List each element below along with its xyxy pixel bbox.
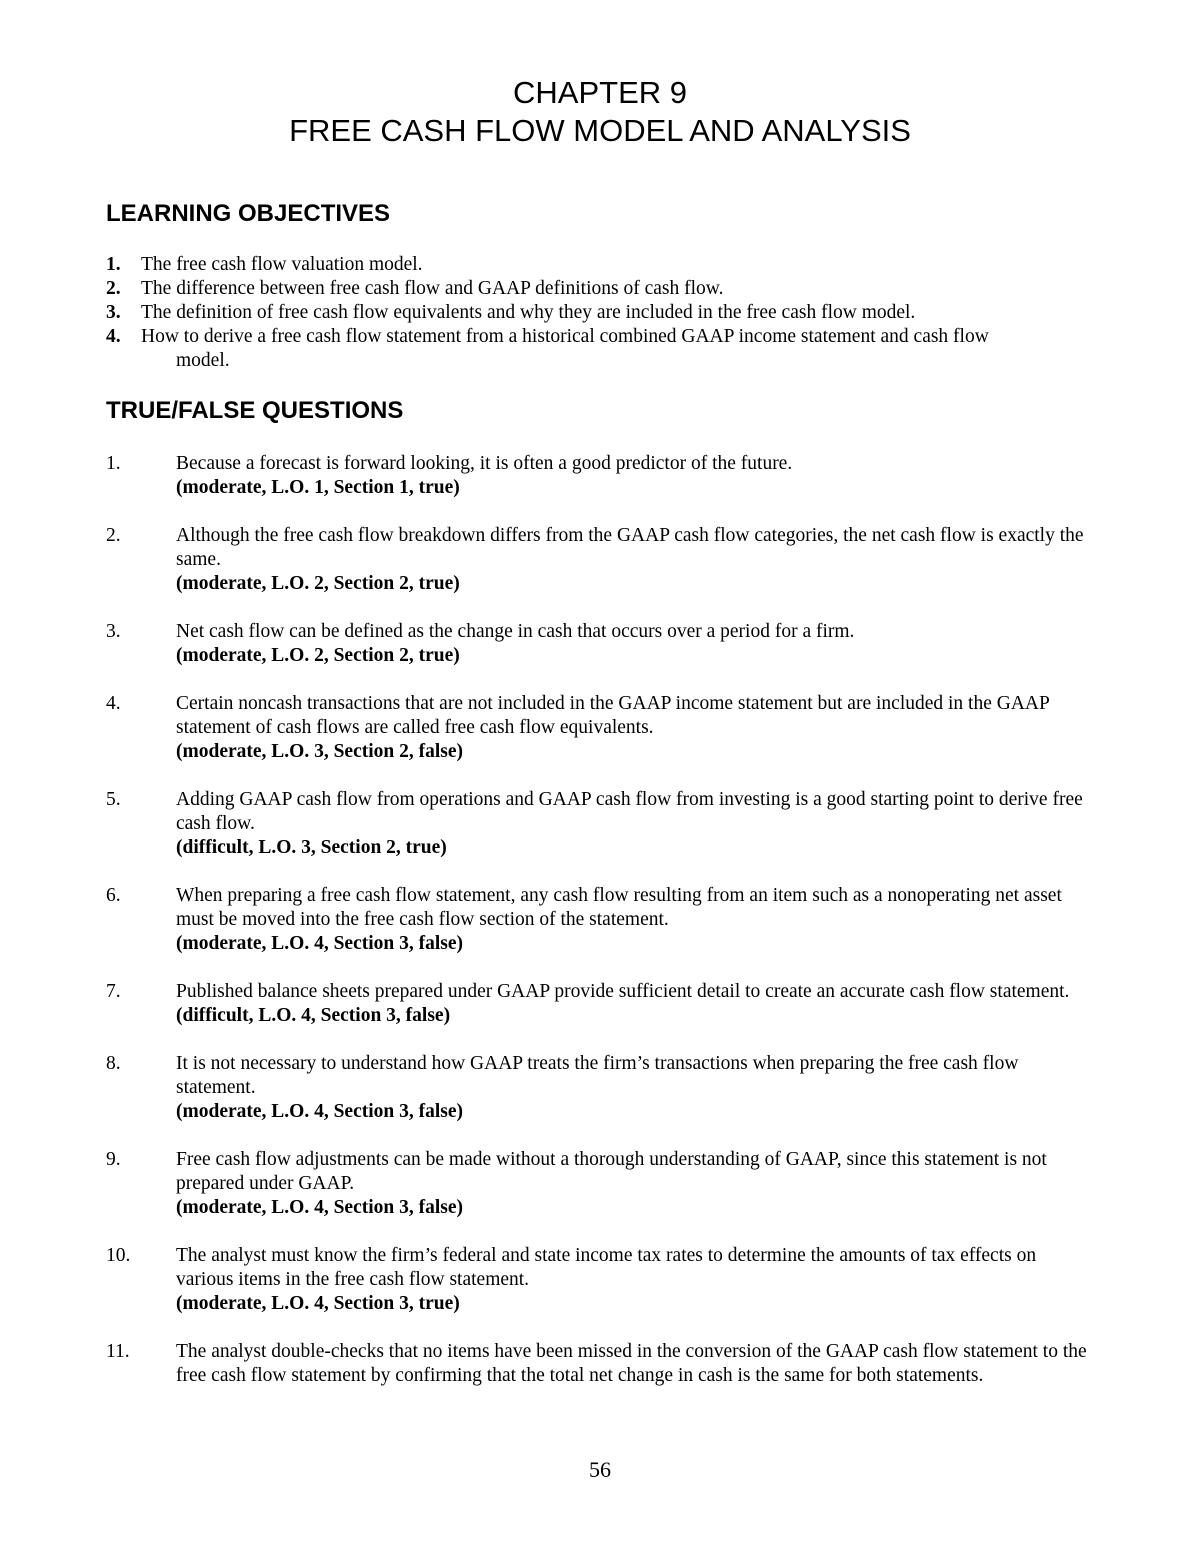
question-item (106, 524, 1096, 596)
true-false-question-list (106, 452, 1096, 1412)
question-number: 11. (106, 1341, 130, 1362)
question-metadata: (moderate, L.O. 1, Section 1, true) (176, 477, 460, 498)
question-number: 5. (106, 789, 121, 810)
learning-objective-number: 2. (106, 278, 121, 299)
learning-objective-text: The free cash flow valuation model. (141, 254, 423, 275)
question-number: 4. (106, 693, 121, 714)
question-metadata: (difficult, L.O. 3, Section 2, true) (176, 837, 447, 858)
true-false-heading: TRUE/FALSE QUESTIONS (106, 397, 404, 424)
question-metadata: (moderate, L.O. 2, Section 2, true) (176, 645, 460, 666)
question-number: 8. (106, 1053, 121, 1074)
question-text: Published balance sheets prepared under GAAP provide sufficient detail to create an accurate cash flow statement. (176, 981, 1070, 1002)
question-text: The analyst must know the firm’s federal and state income tax rates to determine the amounts of tax effects on various items in the free cash flow statement. (176, 1245, 1037, 1290)
question-item (106, 980, 1096, 1028)
question-item (106, 620, 1096, 668)
question-item (106, 452, 1096, 500)
question-text: Net cash flow can be defined as the change in cash that occurs over a period for a firm. (176, 621, 855, 642)
question-text: When preparing a free cash flow statement, any cash flow resulting from an item such as a nonoperating net asset must be moved into the free cash flow section of the statement. (176, 885, 1062, 930)
question-metadata: (difficult, L.O. 4, Section 3, false) (176, 1005, 451, 1026)
question-metadata: (moderate, L.O. 4, Section 3, true) (176, 1293, 460, 1314)
question-text: The analyst double-checks that no items have been missed in the conversion of the GAAP cash flow statement to the free cash flow statement by confirming that the total net change in cash is the same for both statements. (176, 1341, 1087, 1386)
question-number: 9. (106, 1149, 121, 1170)
learning-objective-item (106, 253, 1096, 277)
question-metadata: (moderate, L.O. 4, Section 3, false) (176, 1101, 464, 1122)
question-text: Although the free cash flow breakdown differs from the GAAP cash flow categories, the net cash flow is exactly the same. (176, 525, 1084, 570)
chapter-number: CHAPTER 9 (513, 75, 687, 110)
question-item (106, 1148, 1096, 1220)
question-metadata: (moderate, L.O. 3, Section 2, false) (176, 741, 464, 762)
learning-objective-text (141, 325, 1096, 373)
learning-objectives-heading: LEARNING OBJECTIVES (106, 200, 391, 227)
question-item (106, 788, 1096, 860)
question-text: Free cash flow adjustments can be made without a thorough understanding of GAAP, since this statement is not prepared under GAAP. (176, 1149, 1047, 1194)
learning-objective-text-continuation: model. (176, 350, 230, 371)
chapter-name: FREE CASH FLOW MODEL AND ANALYSIS (289, 113, 911, 148)
question-metadata: (moderate, L.O. 4, Section 3, false) (176, 933, 464, 954)
learning-objective-number: 1. (106, 254, 121, 275)
question-text: Certain noncash transactions that are not included in the GAAP income statement but are included in the GAAP statement of cash flows are called free cash flow equivalents. (176, 693, 1050, 738)
question-text: It is not necessary to understand how GAAP treats the firm’s transactions when preparing the free cash flow statement. (176, 1053, 1019, 1098)
learning-objective-item (106, 277, 1096, 301)
question-metadata: (moderate, L.O. 4, Section 3, false) (176, 1197, 464, 1218)
learning-objective-item (106, 325, 1096, 373)
question-number: 3. (106, 621, 121, 642)
learning-objective-item (106, 301, 1096, 325)
learning-objectives-list (106, 253, 1096, 373)
learning-objective-text-line: How to derive a free cash flow statement from a historical combined GAAP income statement and cash flow (141, 326, 989, 347)
question-number: 2. (106, 525, 121, 546)
question-number: 7. (106, 981, 121, 1002)
page-number: 56 (589, 1457, 611, 1482)
learning-objective-number: 4. (106, 326, 121, 347)
question-metadata: (moderate, L.O. 2, Section 2, true) (176, 573, 460, 594)
question-text: Adding GAAP cash flow from operations and GAAP cash flow from investing is a good starting point to derive free cash flow. (176, 789, 1083, 834)
question-item (106, 884, 1096, 956)
question-number: 1. (106, 453, 121, 474)
question-number: 6. (106, 885, 121, 906)
question-item (106, 692, 1096, 764)
question-number: 10. (106, 1245, 131, 1266)
question-item (106, 1244, 1096, 1316)
question-item (106, 1340, 1096, 1388)
learning-objective-text: The definition of free cash flow equivalents and why they are included in the free cash flow model. (141, 302, 916, 323)
question-text: Because a forecast is forward looking, it is often a good predictor of the future. (176, 453, 793, 474)
chapter-title (0, 74, 1200, 150)
question-item (106, 1052, 1096, 1124)
learning-objective-text: The difference between free cash flow and GAAP definitions of cash flow. (141, 278, 724, 299)
learning-objective-number: 3. (106, 302, 121, 323)
